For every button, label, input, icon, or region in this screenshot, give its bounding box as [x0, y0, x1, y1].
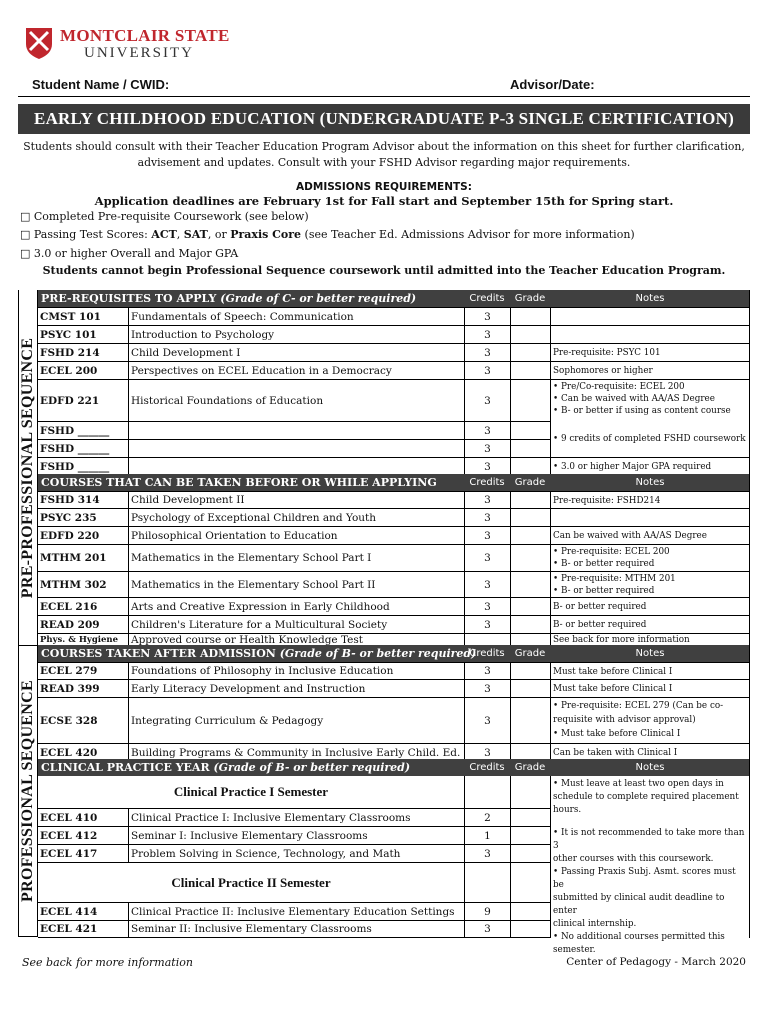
- col-credits: Credits: [469, 648, 505, 659]
- course-code: MTHM 302: [40, 578, 107, 591]
- course-title: Mathematics in the Elementary School Part II: [128, 572, 464, 597]
- col-credits: Credits: [469, 293, 505, 304]
- grade-cell[interactable]: [510, 440, 550, 457]
- course-note: [550, 326, 750, 343]
- course-code: ECEL 216: [40, 600, 98, 613]
- spacer: [553, 817, 748, 827]
- admission-warning: Students cannot begin Professional Sequence coursework until admitted into the Teacher Education Program.: [42, 264, 726, 277]
- course-note: [550, 572, 750, 597]
- table-row: [38, 526, 750, 544]
- course-credits: 3: [464, 921, 510, 937]
- course-code: Phys. & Hygiene: [40, 634, 118, 645]
- course-code: READ 209: [40, 618, 100, 631]
- course-note: Can be waived with AA/AS Degree: [550, 527, 750, 544]
- note-line: • Pre/Co-requisite: ECEL 200: [553, 382, 685, 392]
- course-title: Mathematics in the Elementary School Part I: [128, 545, 464, 571]
- course-code: ECEL 410: [40, 811, 98, 824]
- course-title: Children's Literature for a Multicultural Society: [128, 616, 464, 633]
- course-code: PSYC 101: [40, 328, 97, 341]
- sidebar-pre-professional-label: PRE-PROFESSIONAL SEQUENCE: [19, 337, 36, 598]
- course-note: Must take before Clinical I: [550, 663, 750, 679]
- note-line: other courses with this coursework.: [553, 854, 714, 864]
- col-credits: Credits: [469, 762, 505, 773]
- course-note: [550, 308, 750, 325]
- note-line: clinical internship.: [553, 919, 637, 929]
- intro-text: [18, 139, 750, 171]
- section-title-after: [41, 645, 476, 662]
- grade-cell[interactable]: [510, 308, 550, 325]
- after-title: COURSES TAKEN AFTER ADMISSION: [41, 647, 276, 660]
- course-note: B- or better required: [550, 616, 750, 633]
- note-line: • Must take before Clinical I: [553, 729, 681, 739]
- table-row: [38, 491, 750, 508]
- clinical-notes: [550, 776, 750, 955]
- sidebar-professional: [18, 645, 38, 937]
- course-note: • 3.0 or higher Major GPA required: [550, 458, 750, 475]
- table-row: [38, 615, 750, 633]
- course-code: ECEL 421: [40, 923, 98, 935]
- course-code: FSHD 314: [40, 494, 100, 506]
- table-row: [38, 361, 750, 379]
- grade-cell[interactable]: [510, 827, 550, 844]
- note-line: requisite with advisor approval): [553, 715, 696, 725]
- table-row: [38, 343, 750, 361]
- grade-cell[interactable]: [510, 616, 550, 633]
- course-credits: 3: [464, 440, 510, 457]
- col-notes: Notes: [635, 762, 665, 773]
- col-notes: Notes: [635, 293, 665, 304]
- course-title: Philosophical Orientation to Education: [128, 527, 464, 544]
- table-row: [38, 508, 750, 526]
- course-credits: 3: [464, 572, 510, 597]
- course-code: PSYC 235: [40, 511, 97, 524]
- course-note: Pre-requisite: FSHD214: [550, 492, 750, 508]
- col-credits: Credits: [469, 477, 505, 488]
- course-title: Clinical Practice II: Inclusive Elementary Education Settings: [128, 903, 464, 920]
- admissions-heading: ADMISSIONS REQUIREMENTS:: [296, 181, 472, 193]
- section-header-clinical: [38, 759, 750, 776]
- course-credits: 3: [464, 680, 510, 697]
- course-note: Must take before Clinical I: [550, 680, 750, 697]
- course-note: [550, 698, 750, 743]
- course-code: CMST 101: [40, 310, 101, 323]
- course-credits: 3: [464, 616, 510, 633]
- check-test-scores-post: (see Teacher Ed. Admissions Advisor for more information): [301, 228, 635, 241]
- section-title-clinical: [41, 759, 410, 776]
- course-title: Arts and Creative Expression in Early Childhood: [128, 598, 464, 615]
- section-header-before: [38, 474, 750, 491]
- course-code: FSHD ______: [40, 460, 110, 473]
- course-title: Fundamentals of Speech: Communication: [128, 308, 464, 325]
- table-row: [38, 597, 750, 615]
- course-credits: 3: [464, 326, 510, 343]
- course-credits: 3: [464, 308, 510, 325]
- course-title: Seminar II: Inclusive Elementary Classrooms: [128, 921, 464, 937]
- check-gpa[interactable]: □ 3.0 or higher Overall and Major GPA: [20, 247, 239, 260]
- note-line: • B- or better required: [553, 586, 655, 596]
- grade-cell[interactable]: [510, 598, 550, 615]
- grade-cell[interactable]: [510, 809, 550, 826]
- grade-cell[interactable]: [510, 380, 550, 421]
- course-credits: 3: [464, 545, 510, 571]
- course-code: READ 399: [40, 682, 100, 695]
- section-header-prereq: [38, 290, 750, 307]
- grade-cell[interactable]: [510, 663, 550, 679]
- note-line: • Pre-requisite: ECEL 200: [553, 547, 670, 557]
- course-credits: 2: [464, 809, 510, 826]
- table-row: [38, 544, 750, 571]
- grade-cell[interactable]: [510, 492, 550, 508]
- grade-cell[interactable]: [510, 680, 550, 697]
- col-grade: Grade: [514, 293, 546, 304]
- table-row: [38, 307, 750, 325]
- note-line: • B- or better required: [553, 559, 655, 569]
- grade-cell[interactable]: [510, 903, 550, 920]
- fshd-credits-note: • 9 credits of completed FSHD coursework: [550, 421, 750, 457]
- note-line: schedule to complete required placement: [553, 792, 739, 802]
- grade-cell[interactable]: [510, 509, 550, 526]
- table-row: [38, 457, 750, 475]
- page-title: EARLY CHILDHOOD EDUCATION (UNDERGRADUATE P-3 SINGLE CERTIFICATION): [18, 104, 750, 134]
- course-code: ECEL 414: [40, 905, 98, 918]
- crest-icon: [24, 26, 54, 60]
- advisor-date-label: Advisor/Date:: [510, 77, 595, 92]
- course-code: ECEL 420: [40, 746, 98, 759]
- course-credits: 3: [464, 458, 510, 475]
- grade-cell[interactable]: [510, 422, 550, 439]
- divider: [464, 863, 465, 903]
- note-line: • Passing Praxis Subj. Asmt. scores must be: [553, 867, 736, 890]
- course-note: B- or better required: [550, 598, 750, 615]
- course-code: EDFD 221: [40, 394, 100, 407]
- prereq-title: PRE-REQUISITES TO APPLY: [41, 292, 217, 305]
- course-title: Building Programs & Community in Inclusive Early Child. Ed.: [128, 744, 464, 761]
- check-prereq-coursework[interactable]: □ Completed Pre-requisite Coursework (see below): [20, 210, 309, 223]
- note-line: • Can be waived with AA/AS Degree: [553, 394, 715, 404]
- course-title: Seminar I: Inclusive Elementary Classrooms: [128, 827, 464, 844]
- course-code: ECEL 417: [40, 847, 98, 860]
- course-title: Problem Solving in Science, Technology, and Math: [128, 845, 464, 862]
- grade-cell[interactable]: [510, 458, 550, 475]
- course-code: FSHD 214: [40, 346, 100, 359]
- grade-cell[interactable]: [510, 545, 550, 571]
- course-title: Psychology of Exceptional Children and Youth: [128, 509, 464, 526]
- admissions-deadline: Application deadlines are February 1st for Fall start and September 15th for Spring start.: [94, 194, 674, 208]
- check-sep-2: , or: [207, 228, 231, 241]
- course-credits: 3: [464, 362, 510, 379]
- col-notes: Notes: [635, 477, 665, 488]
- course-title: Historical Foundations of Education: [128, 380, 464, 421]
- intro-line-2: advisement and updates. Consult with your FSHD Advisor regarding major requirements.: [137, 156, 631, 169]
- course-credits: 3: [464, 744, 510, 761]
- university-logo: [24, 26, 234, 66]
- grade-cell[interactable]: [510, 344, 550, 361]
- student-name-label: Student Name / CWID:: [32, 77, 170, 92]
- course-code: FSHD ______: [40, 424, 110, 437]
- course-code: MTHM 201: [40, 552, 107, 564]
- course-credits: 3: [464, 509, 510, 526]
- intro-line-1: Students should consult with their Teacher Education Program Advisor about the information on this sheet for further clarification,: [23, 140, 745, 153]
- grade-cell[interactable]: [510, 362, 550, 379]
- table-row: [38, 379, 750, 421]
- note-line: • B- or better if using as content course: [553, 406, 731, 416]
- course-credits: 3: [464, 344, 510, 361]
- course-credits: 3: [464, 698, 510, 743]
- course-title: Perspectives on ECEL Education in a Democracy: [128, 362, 464, 379]
- course-code: ECEL 412: [40, 829, 98, 842]
- note-line: • Pre-requisite: MTHM 201: [553, 574, 676, 584]
- divider: [510, 776, 511, 808]
- divider: [510, 863, 511, 903]
- course-title: [128, 440, 464, 457]
- course-note: [550, 509, 750, 526]
- course-title: Child Development II: [128, 492, 464, 508]
- divider: [464, 776, 465, 808]
- table-row: [38, 325, 750, 343]
- grade-cell[interactable]: [510, 572, 550, 597]
- course-code: ECEL 200: [40, 364, 98, 377]
- note-line: submitted by clinical audit deadline to enter: [553, 893, 725, 916]
- course-note: Sophomores or higher: [550, 362, 750, 379]
- course-credits: 3: [464, 663, 510, 679]
- section-title-before: COURSES THAT CAN BE TAKEN BEFORE OR WHILE APPLYING: [41, 476, 437, 489]
- course-note: Can be taken with Clinical I: [550, 744, 750, 761]
- table-row: [38, 662, 750, 679]
- logo-name-line1: MONTCLAIR STATE: [60, 26, 230, 45]
- course-title: Early Literacy Development and Instruction: [128, 680, 464, 697]
- course-code: FSHD ______: [40, 442, 110, 455]
- course-title: Clinical Practice I: Inclusive Elementary Classrooms: [128, 809, 464, 826]
- section-title-prereq: [41, 290, 416, 307]
- course-credits: 3: [464, 598, 510, 615]
- praxis-label: Praxis Core: [230, 228, 302, 241]
- course-note: See back for more information: [550, 634, 750, 645]
- check-test-scores[interactable]: [20, 228, 635, 241]
- clinical-1-semester-title: Clinical Practice I Semester: [173, 784, 329, 799]
- prereq-subtitle: (Grade of C- or better required): [220, 292, 417, 305]
- course-credits: 3: [464, 527, 510, 544]
- table-row: [38, 679, 750, 697]
- grade-cell[interactable]: [510, 921, 550, 937]
- col-notes: Notes: [635, 648, 665, 659]
- course-credits: 9: [464, 903, 510, 920]
- grade-cell[interactable]: [510, 634, 550, 645]
- note-line: semester.: [553, 945, 596, 955]
- col-grade: Grade: [514, 762, 546, 773]
- section-header-after: [38, 645, 750, 662]
- sidebar-professional-label: PROFESSIONAL SEQUENCE: [19, 680, 36, 902]
- clinical-subtitle: (Grade of B- or better required): [213, 761, 411, 774]
- course-title: Integrating Curriculum & Pedagogy: [128, 698, 464, 743]
- check-sep-1: ,: [176, 228, 184, 241]
- sidebar-pre-professional: [18, 290, 38, 645]
- course-title: Child Development I: [128, 344, 464, 361]
- table-row: [38, 633, 750, 645]
- table-row: [38, 697, 750, 743]
- course-credits: 3: [464, 492, 510, 508]
- course-credits: 3: [464, 845, 510, 862]
- note-line: • Pre-requisite: ECEL 279 (Can be co-: [553, 701, 724, 711]
- course-note: Pre-requisite: PSYC 101: [550, 344, 750, 361]
- logo-name-line2: UNIVERSITY: [84, 45, 194, 61]
- grade-cell[interactable]: [510, 845, 550, 862]
- course-title: Introduction to Psychology: [128, 326, 464, 343]
- note-line: hours.: [553, 805, 582, 815]
- table-row: [38, 571, 750, 597]
- after-subtitle: (Grade of B- or better required): [279, 647, 477, 660]
- sat-label: SAT: [183, 228, 208, 241]
- grade-cell[interactable]: [510, 527, 550, 544]
- grade-cell[interactable]: [510, 698, 550, 743]
- course-title: Approved course or Health Knowledge Test: [128, 634, 464, 645]
- header-rule: [18, 96, 750, 97]
- clinical-title: CLINICAL PRACTICE YEAR: [41, 761, 210, 774]
- col-grade: Grade: [514, 477, 546, 488]
- note-line: • No additional courses permitted this: [553, 932, 725, 942]
- course-title: [128, 458, 464, 475]
- course-code: EDFD 220: [40, 529, 100, 542]
- course-code: ECEL 279: [40, 665, 98, 677]
- course-title: Foundations of Philosophy in Inclusive Education: [128, 663, 464, 679]
- course-credits: 1: [464, 827, 510, 844]
- course-credits: [464, 634, 510, 645]
- table-right-border: [749, 290, 750, 938]
- course-title: [128, 422, 464, 439]
- course-credits: 3: [464, 422, 510, 439]
- note-line: • It is not recommended to take more than 3: [553, 828, 745, 851]
- note-line: • Must leave at least two open days in: [553, 779, 724, 789]
- act-label: ACT: [151, 228, 177, 241]
- col-grade: Grade: [514, 648, 546, 659]
- course-note: [550, 380, 750, 421]
- grade-cell[interactable]: [510, 326, 550, 343]
- course-code: ECSE 328: [40, 714, 98, 727]
- clinical-2-semester-title: Clinical Practice II Semester: [171, 875, 331, 890]
- check-test-scores-pre: □ Passing Test Scores:: [20, 228, 152, 241]
- footer-see-back: See back for more information: [22, 956, 193, 969]
- footer-credit: Center of Pedagogy - March 2020: [566, 956, 746, 968]
- course-note: [550, 545, 750, 571]
- course-credits: 3: [464, 380, 510, 421]
